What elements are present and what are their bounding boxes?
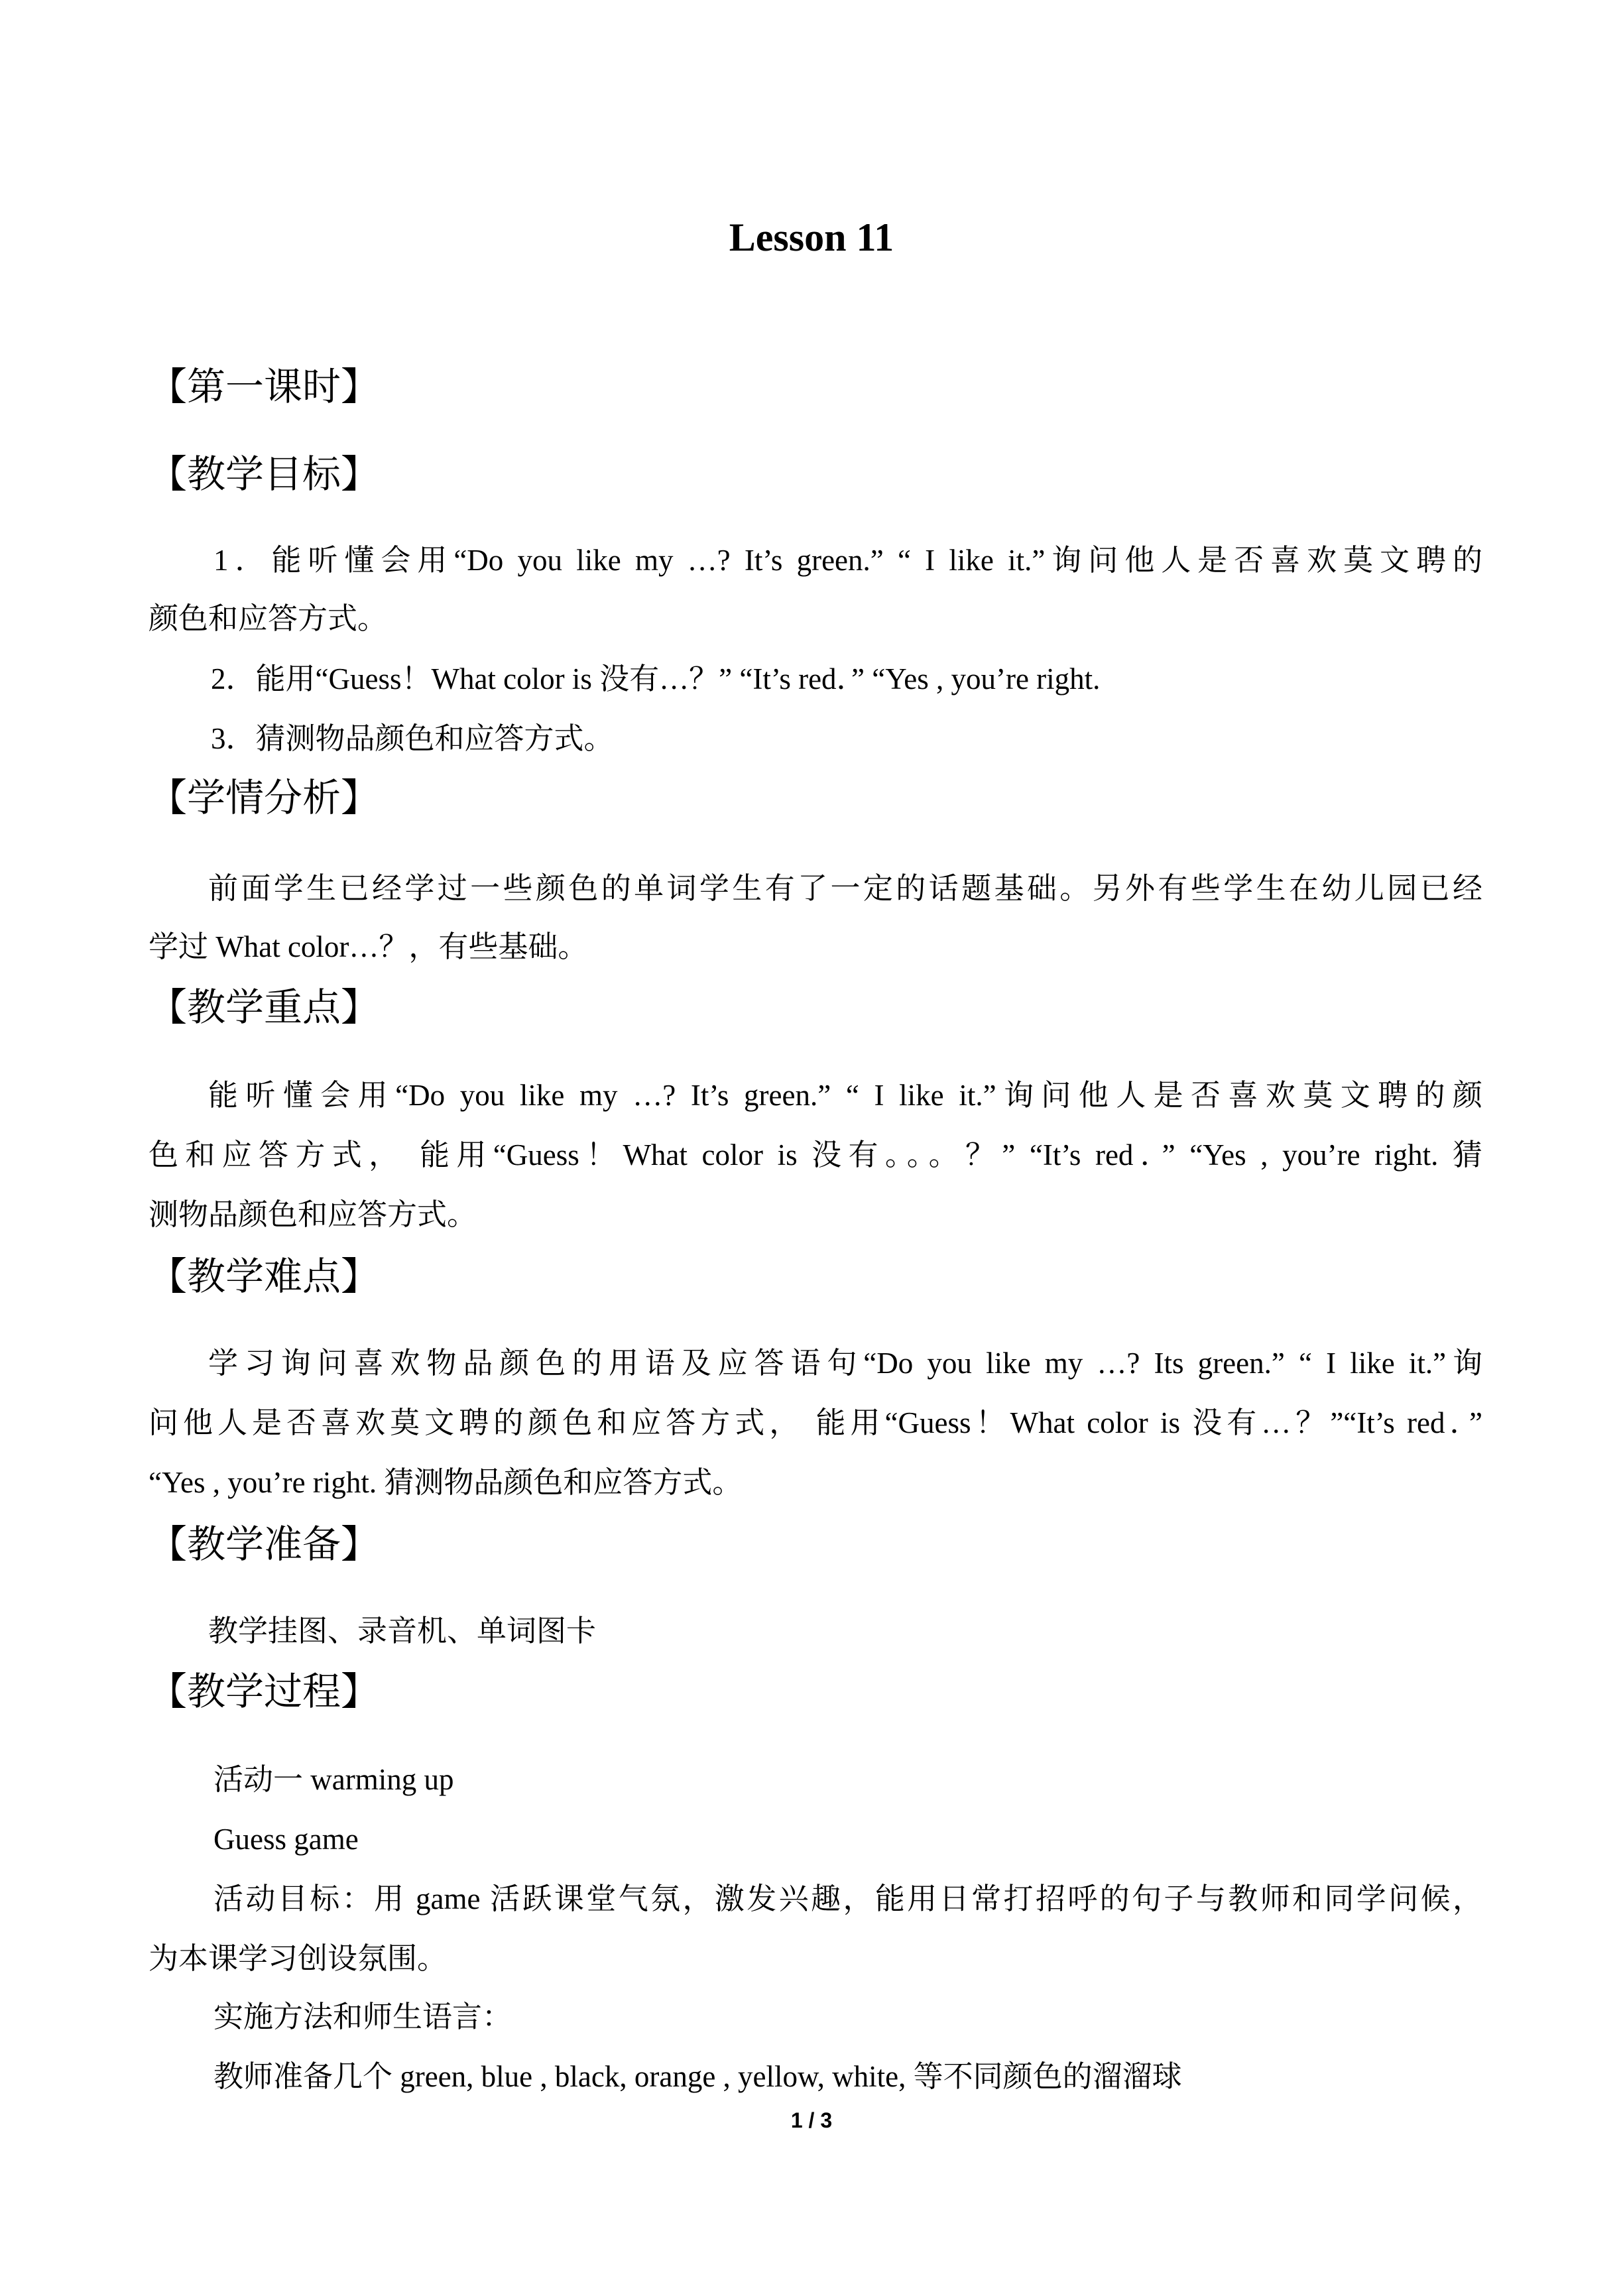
process-line-5: 实施方法和师生语言： — [213, 2000, 512, 2033]
process-line-6: 教师准备几个 green, blue , black, orange , yellow, white, 等不同颜色的溜溜球 — [213, 2060, 1182, 2093]
section-heading-preparation: 【教学准备】 — [149, 1523, 380, 1566]
difficulties-line-3: “Yes , you’re right. 猜测物品颜色和应答方式。 — [149, 1466, 743, 1499]
process-line-4: 为本课学习创设氛围。 — [149, 1942, 448, 1975]
process-line-1: 活动一 warming up — [213, 1763, 454, 1796]
analysis-line-2: 学过 What color…？，有些基础。 — [149, 930, 588, 963]
key-points-line-3: 测物品颜色和应答方式。 — [149, 1198, 477, 1231]
page-number: 1 / 3 — [790, 2108, 833, 2132]
preparation-text: 教学挂图、录音机、单词图卡 — [208, 1614, 597, 1648]
section-heading-difficulties: 【教学难点】 — [149, 1255, 380, 1298]
objective-line-4: 3．猜测物品颜色和应答方式。 — [211, 722, 614, 755]
objective-line-3: 2．能用“Guess！What color is 没有…？” “It’s red．” “Yes , you’re right. — [211, 662, 1101, 695]
key-points-line-1: 能听懂会用“Do you like my …? It’s green.” “ I like it.”询问他人是否喜欢莫文聘的颜 — [208, 1079, 1482, 1112]
objective-line-1: 1．能听懂会用“Do you like my …? It’s green.” “ I like it.”询问他人是否喜欢莫文聘的 — [213, 544, 1482, 577]
section-heading-period: 【第一课时】 — [149, 365, 380, 408]
objective-line-2: 颜色和应答方式。 — [149, 602, 388, 635]
key-points-line-2: 色和应答方式， 能用“Guess！What color is 没有。。。？” “It’s red．” “Yes , you’re right. 猜 — [149, 1138, 1482, 1172]
section-heading-objectives: 【教学目标】 — [149, 453, 380, 496]
section-heading-analysis: 【学情分析】 — [149, 776, 380, 819]
section-heading-process: 【教学过程】 — [149, 1670, 380, 1713]
section-heading-key-points: 【教学重点】 — [149, 986, 380, 1029]
process-line-3: 活动目标：用 game 活跃课堂气氛，激发兴趣，能用日常打招呼的句子与教师和同学问候， — [213, 1882, 1482, 1915]
difficulties-line-2: 问他人是否喜欢莫文聘的颜色和应答方式， 能用“Guess！What color is 没有…？”“It’s red．” — [149, 1406, 1482, 1439]
process-line-2: Guess game — [213, 1823, 359, 1856]
analysis-line-1: 前面学生已经学过一些颜色的单词学生有了一定的话题基础。另外有些学生在幼儿园已经 — [208, 872, 1482, 905]
difficulties-line-1: 学习询问喜欢物品颜色的用语及应答语句“Do you like my …? Its green.” “ I like it.”询 — [208, 1347, 1482, 1380]
document-title: Lesson 11 — [729, 215, 894, 259]
